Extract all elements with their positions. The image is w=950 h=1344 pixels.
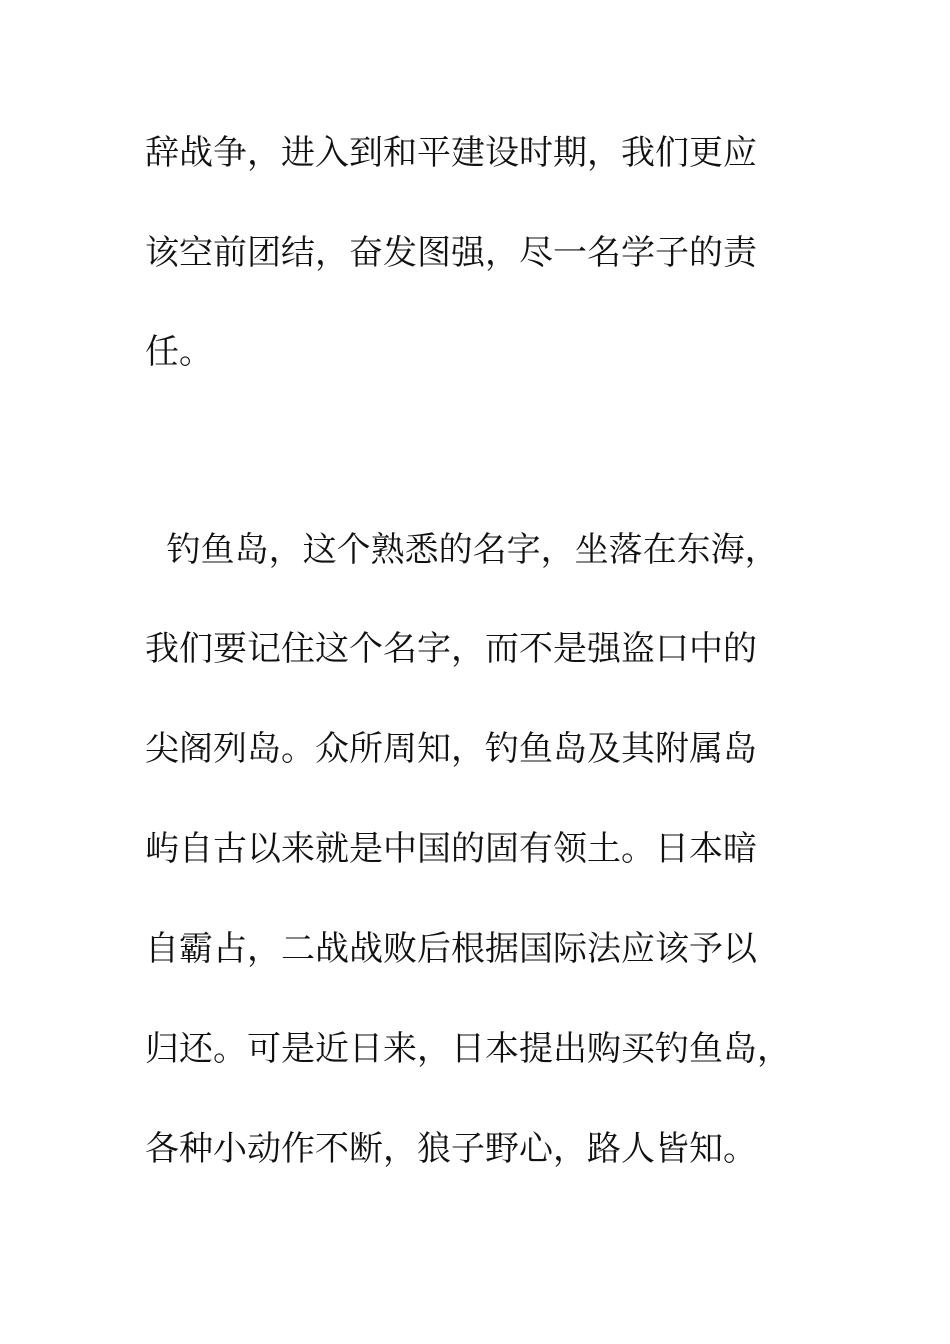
text-line: 屿自古以来就是中国的固有领土。日本暗 — [145, 829, 757, 869]
text-line: 自霸占，二战战败后根据国际法应该予以 — [145, 929, 757, 969]
text-line: 各种小动作不断，狼子野心，路人皆知。 — [145, 1129, 757, 1169]
text-line: 归还。可是近日来，日本提出购买钓鱼岛， — [145, 1029, 791, 1069]
text-line: 该空前团结，奋发图强，尽一名学子的责 — [145, 233, 757, 273]
text-line: 辞战争，进入到和平建设时期，我们更应 — [145, 133, 757, 173]
text-line: 钓鱼岛，这个熟悉的名字，坐落在东海， — [145, 530, 779, 570]
text-line: 尖阁列岛。众所周知，钓鱼岛及其附属岛 — [145, 729, 757, 769]
text-line: 任。 — [145, 332, 213, 372]
text-line: 我们要记住这个名字，而不是强盗口中的 — [145, 629, 757, 669]
